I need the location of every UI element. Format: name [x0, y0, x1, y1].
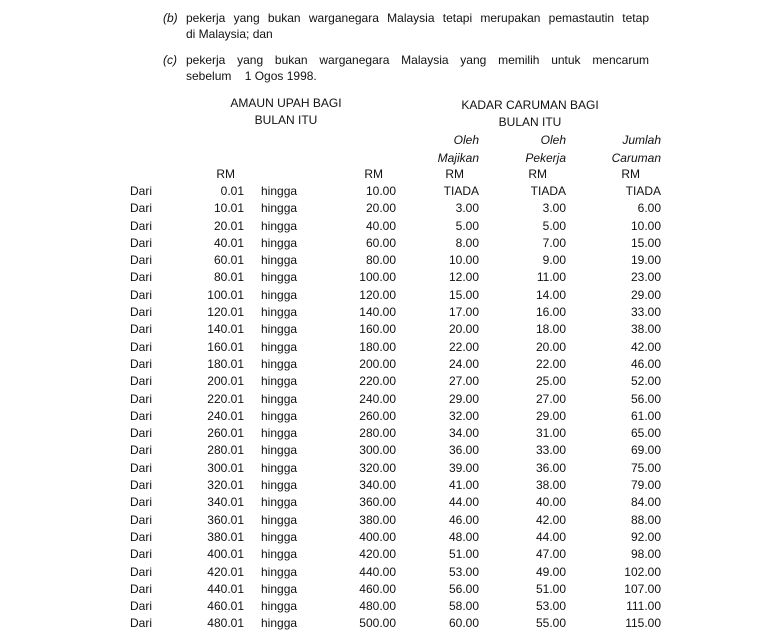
row-wage-to: 80.00	[365, 253, 396, 268]
row-employer-contribution: 41.00	[448, 478, 479, 493]
row-employee-contribution: 36.00	[535, 460, 566, 475]
row-employee-contribution: 38.00	[535, 478, 566, 493]
row-dari-label: Dari	[130, 599, 153, 614]
table-row	[130, 615, 661, 632]
row-employer-contribution: 17.00	[448, 305, 479, 320]
row-spacer	[244, 442, 261, 459]
row-hingga-label: hingga	[261, 599, 298, 614]
row-employer-contribution: 53.00	[448, 564, 479, 579]
row-wage-to: 100.00	[359, 270, 396, 285]
row-wage-to: 160.00	[359, 322, 396, 337]
paragraph-c-label: (c)	[163, 53, 177, 67]
row-wage-from: 0.01	[220, 184, 244, 198]
row-wage-to: 220.00	[359, 374, 396, 389]
row-hingga-label: hingga	[261, 512, 298, 527]
paragraph-c-line1: pekerja yang bukan warganegara Malaysia yang memilih untuk mencarum	[186, 53, 649, 67]
row-spacer	[244, 287, 261, 304]
row-employer-contribution: 24.00	[448, 356, 479, 371]
row-total-contribution: 115.00	[625, 616, 661, 631]
kadar-caruman-heading	[430, 97, 630, 131]
row-employee-contribution: 9.00	[542, 253, 566, 268]
table-row	[130, 425, 661, 442]
row-employee-contribution: 55.00	[535, 616, 566, 631]
row-total-contribution: 98.00	[630, 547, 661, 562]
row-wage-from: 80.01	[213, 270, 244, 285]
row-employee-contribution: TIADA	[530, 184, 566, 198]
row-dari-label: Dari	[130, 270, 153, 285]
currency-label-pekerja: RM	[528, 167, 547, 181]
row-total-contribution: 61.00	[630, 408, 661, 423]
majikan-heading-line2: Majikan	[437, 151, 479, 165]
row-hingga-label: hingga	[261, 478, 298, 493]
row-employer-contribution: 20.00	[448, 322, 479, 337]
pekerja-heading-line1: Oleh	[540, 133, 566, 147]
row-dari-label: Dari	[130, 391, 153, 406]
row-wage-from: 200.01	[207, 374, 244, 389]
row-spacer	[244, 218, 261, 235]
row-total-contribution: TIADA	[625, 184, 661, 198]
row-wage-to: 260.00	[359, 408, 396, 423]
table-row	[130, 339, 661, 356]
row-total-contribution: 19.00	[630, 253, 661, 268]
row-wage-to: 40.00	[365, 218, 396, 233]
row-wage-to: 460.00	[359, 581, 396, 596]
row-dari-label: Dari	[130, 443, 153, 458]
row-employer-contribution: 12.00	[448, 270, 479, 285]
row-employee-contribution: 53.00	[535, 599, 566, 614]
row-dari-label: Dari	[130, 235, 153, 250]
currency-label-jumlah: RM	[621, 167, 640, 181]
row-spacer	[244, 529, 261, 546]
row-dari-label: Dari	[130, 547, 153, 562]
row-wage-from: 180.01	[207, 356, 244, 371]
row-employer-contribution: 32.00	[448, 408, 479, 423]
row-employee-contribution: 29.00	[535, 408, 566, 423]
row-dari-label: Dari	[130, 512, 153, 527]
paragraph-b-label: (b)	[163, 11, 178, 25]
row-wage-from: 120.01	[207, 305, 244, 320]
row-employer-contribution: 5.00	[455, 218, 479, 233]
row-total-contribution: 42.00	[630, 339, 661, 354]
row-wage-from: 140.01	[207, 322, 244, 337]
pekerja-heading-line2: Pekerja	[525, 151, 566, 165]
row-employee-contribution: 14.00	[535, 287, 566, 302]
row-wage-from: 280.01	[207, 443, 244, 458]
row-spacer	[244, 494, 261, 511]
row-hingga-label: hingga	[261, 287, 298, 302]
row-spacer	[244, 460, 261, 477]
paragraph-c-line2: sebelum 1 Ogos 1998.	[186, 69, 317, 83]
table-row	[130, 373, 661, 390]
row-dari-label: Dari	[130, 356, 153, 371]
row-spacer	[244, 598, 261, 615]
row-employer-contribution: TIADA	[443, 184, 479, 198]
row-hingga-label: hingga	[261, 235, 298, 250]
row-wage-to: 10.00	[365, 184, 396, 198]
row-hingga-label: hingga	[261, 305, 298, 320]
row-dari-label: Dari	[130, 564, 153, 579]
row-spacer	[244, 356, 261, 373]
row-wage-to: 360.00	[359, 495, 396, 510]
row-wage-to: 380.00	[359, 512, 396, 527]
row-hingga-label: hingga	[261, 218, 298, 233]
row-wage-to: 180.00	[359, 339, 396, 354]
row-dari-label: Dari	[130, 374, 153, 389]
row-total-contribution: 79.00	[630, 478, 661, 493]
row-wage-to: 400.00	[359, 529, 396, 544]
amaun-heading-line1: AMAUN UPAH BAGI	[230, 96, 342, 110]
amaun-heading-line2: BULAN ITU	[254, 113, 318, 127]
row-total-contribution: 52.00	[630, 374, 661, 389]
row-spacer	[244, 304, 261, 321]
table-row	[130, 252, 661, 269]
row-employee-contribution: 44.00	[535, 529, 566, 544]
row-wage-to: 240.00	[359, 391, 396, 406]
row-employer-contribution: 44.00	[448, 495, 479, 510]
row-total-contribution: 38.00	[630, 322, 661, 337]
row-wage-from: 440.01	[207, 581, 244, 596]
row-employee-contribution: 16.00	[535, 305, 566, 320]
row-wage-to: 120.00	[359, 287, 396, 302]
row-dari-label: Dari	[130, 305, 153, 320]
row-spacer	[244, 373, 261, 390]
row-wage-from: 20.01	[213, 218, 244, 233]
row-spacer	[244, 200, 261, 217]
row-dari-label: Dari	[130, 616, 153, 631]
row-wage-to: 500.00	[359, 616, 396, 631]
row-wage-to: 440.00	[359, 564, 396, 579]
row-hingga-label: hingga	[261, 270, 298, 285]
pekerja-column-heading	[497, 131, 566, 167]
row-total-contribution: 46.00	[630, 356, 661, 371]
row-spacer	[244, 546, 261, 563]
table-row	[130, 546, 661, 563]
row-total-contribution: 102.00	[624, 564, 661, 579]
paragraph-c-text	[186, 52, 649, 84]
row-employee-contribution: 51.00	[535, 581, 566, 596]
row-employer-contribution: 3.00	[455, 201, 479, 216]
row-total-contribution: 6.00	[637, 201, 661, 216]
row-dari-label: Dari	[130, 495, 153, 510]
row-dari-label: Dari	[130, 460, 153, 475]
table-row	[130, 477, 661, 494]
row-spacer	[244, 235, 261, 252]
row-spacer	[244, 321, 261, 338]
table-row	[130, 391, 661, 408]
table-row	[130, 581, 661, 598]
row-wage-from: 480.01	[207, 616, 244, 631]
row-wage-to: 20.00	[365, 201, 396, 216]
row-employee-contribution: 7.00	[542, 235, 566, 250]
row-total-contribution: 92.00	[630, 529, 661, 544]
row-total-contribution: 10.00	[630, 218, 661, 233]
row-total-contribution: 15.00	[630, 235, 661, 250]
row-employee-contribution: 31.00	[535, 426, 566, 441]
row-wage-from: 160.01	[207, 339, 244, 354]
row-spacer	[244, 512, 261, 529]
row-employer-contribution: 34.00	[448, 426, 479, 441]
jumlah-column-heading	[592, 131, 661, 167]
row-spacer	[244, 339, 261, 356]
majikan-column-heading	[410, 131, 479, 167]
row-dari-label: Dari	[130, 184, 153, 198]
paragraph-b-line1: pekerja yang bukan warganegara Malaysia tetapi merupakan pemastautin tetap	[186, 11, 649, 25]
row-dari-label: Dari	[130, 426, 153, 441]
row-hingga-label: hingga	[261, 616, 298, 631]
row-wage-to: 200.00	[359, 356, 396, 371]
row-dari-label: Dari	[130, 478, 153, 493]
row-total-contribution: 107.00	[624, 581, 661, 596]
table-row	[130, 218, 661, 235]
table-row	[130, 200, 661, 217]
row-hingga-label: hingga	[261, 408, 298, 423]
row-hingga-label: hingga	[261, 253, 298, 268]
contribution-rate-table	[130, 183, 661, 633]
amaun-upah-heading	[186, 95, 386, 129]
row-dari-label: Dari	[130, 322, 153, 337]
table-row	[130, 287, 661, 304]
row-spacer	[244, 425, 261, 442]
row-employee-contribution: 25.00	[535, 374, 566, 389]
row-hingga-label: hingga	[261, 426, 298, 441]
row-spacer	[244, 391, 261, 408]
row-total-contribution: 29.00	[630, 287, 661, 302]
table-row	[130, 408, 661, 425]
table-row	[130, 356, 661, 373]
row-hingga-label: hingga	[261, 339, 298, 354]
row-wage-from: 300.01	[207, 460, 244, 475]
table-row	[130, 269, 661, 286]
row-total-contribution: 65.00	[630, 426, 661, 441]
kadar-heading-line2: BULAN ITU	[498, 115, 562, 129]
row-spacer	[244, 615, 261, 632]
row-wage-to: 420.00	[359, 547, 396, 562]
row-wage-to: 60.00	[365, 235, 396, 250]
table-row	[130, 564, 661, 581]
row-wage-from: 220.01	[207, 391, 244, 406]
row-hingga-label: hingga	[261, 495, 298, 510]
paragraph-b-line2: di Malaysia; dan	[186, 27, 273, 41]
row-employee-contribution: 27.00	[535, 391, 566, 406]
row-hingga-label: hingga	[261, 581, 298, 596]
row-wage-from: 340.01	[207, 495, 244, 510]
row-spacer	[244, 564, 261, 581]
row-hingga-label: hingga	[261, 547, 298, 562]
row-employer-contribution: 27.00	[448, 374, 479, 389]
row-employee-contribution: 40.00	[535, 495, 566, 510]
row-hingga-label: hingga	[261, 564, 298, 579]
row-spacer	[244, 408, 261, 425]
row-total-contribution: 23.00	[630, 270, 661, 285]
table-row	[130, 460, 661, 477]
row-spacer	[244, 183, 261, 200]
row-total-contribution: 111.00	[626, 599, 661, 614]
row-employee-contribution: 49.00	[535, 564, 566, 579]
jumlah-heading-line1: Jumlah	[622, 133, 661, 147]
row-dari-label: Dari	[130, 201, 153, 216]
row-employer-contribution: 8.00	[455, 235, 479, 250]
row-spacer	[244, 252, 261, 269]
row-wage-to: 340.00	[359, 478, 396, 493]
row-employer-contribution: 51.00	[448, 547, 479, 562]
row-employee-contribution: 42.00	[535, 512, 566, 527]
row-employer-contribution: 58.00	[448, 599, 479, 614]
row-employer-contribution: 10.00	[448, 253, 479, 268]
row-hingga-label: hingga	[261, 443, 298, 458]
row-dari-label: Dari	[130, 253, 153, 268]
table-row	[130, 598, 661, 615]
row-wage-from: 320.01	[207, 478, 244, 493]
table-row	[130, 494, 661, 511]
row-wage-to: 320.00	[359, 460, 396, 475]
row-employer-contribution: 39.00	[448, 460, 479, 475]
row-hingga-label: hingga	[261, 356, 298, 371]
row-employee-contribution: 18.00	[535, 322, 566, 337]
table-row	[130, 512, 661, 529]
row-dari-label: Dari	[130, 218, 153, 233]
majikan-heading-line1: Oleh	[453, 133, 479, 147]
paragraph-b-text	[186, 10, 649, 42]
row-total-contribution: 84.00	[630, 495, 661, 510]
row-hingga-label: hingga	[261, 184, 298, 198]
row-wage-to: 280.00	[359, 426, 396, 441]
row-employee-contribution: 5.00	[542, 218, 566, 233]
row-employer-contribution: 48.00	[448, 529, 479, 544]
row-total-contribution: 88.00	[630, 512, 661, 527]
row-hingga-label: hingga	[261, 460, 298, 475]
row-wage-from: 380.01	[207, 529, 244, 544]
row-wage-from: 100.01	[207, 287, 244, 302]
row-employer-contribution: 29.00	[448, 391, 479, 406]
row-employer-contribution: 46.00	[448, 512, 479, 527]
row-wage-from: 460.01	[207, 599, 244, 614]
row-wage-to: 480.00	[359, 599, 396, 614]
row-wage-from: 360.01	[207, 512, 244, 527]
table-row	[130, 304, 661, 321]
row-wage-to: 300.00	[359, 443, 396, 458]
row-wage-from: 400.01	[207, 547, 244, 562]
row-employee-contribution: 33.00	[535, 443, 566, 458]
row-employer-contribution: 56.00	[448, 581, 479, 596]
row-spacer	[244, 269, 261, 286]
row-hingga-label: hingga	[261, 391, 298, 406]
table-row	[130, 529, 661, 546]
row-employee-contribution: 20.00	[535, 339, 566, 354]
table-row	[130, 235, 661, 252]
row-employer-contribution: 36.00	[448, 443, 479, 458]
row-hingga-label: hingga	[261, 201, 298, 216]
row-employee-contribution: 22.00	[535, 356, 566, 371]
row-hingga-label: hingga	[261, 529, 298, 544]
table-row	[130, 183, 661, 200]
row-employee-contribution: 3.00	[542, 201, 566, 216]
row-dari-label: Dari	[130, 529, 153, 544]
row-employer-contribution: 15.00	[448, 287, 479, 302]
row-employer-contribution: 60.00	[448, 616, 479, 631]
row-total-contribution: 33.00	[630, 305, 661, 320]
jumlah-heading-line2: Caruman	[611, 151, 661, 165]
row-dari-label: Dari	[130, 339, 153, 354]
row-total-contribution: 75.00	[630, 460, 661, 475]
row-employee-contribution: 11.00	[536, 270, 566, 285]
row-spacer	[244, 477, 261, 494]
row-employer-contribution: 22.00	[448, 339, 479, 354]
row-dari-label: Dari	[130, 287, 153, 302]
row-hingga-label: hingga	[261, 322, 298, 337]
contribution-rate-table-body	[130, 183, 661, 633]
row-employee-contribution: 47.00	[535, 547, 566, 562]
row-total-contribution: 69.00	[630, 443, 661, 458]
currency-label-from: RM	[216, 167, 235, 181]
row-dari-label: Dari	[130, 408, 153, 423]
row-wage-from: 240.01	[207, 408, 244, 423]
table-row	[130, 442, 661, 459]
table-row	[130, 321, 661, 338]
row-hingga-label: hingga	[261, 374, 298, 389]
row-wage-from: 420.01	[207, 564, 244, 579]
row-wage-from: 60.01	[213, 253, 244, 268]
currency-label-to: RM	[364, 167, 383, 181]
row-total-contribution: 56.00	[630, 391, 661, 406]
kadar-heading-line1: KADAR CARUMAN BAGI	[461, 98, 599, 112]
row-spacer	[244, 581, 261, 598]
row-wage-from: 10.01	[213, 201, 244, 216]
row-wage-from: 260.01	[207, 426, 244, 441]
row-wage-to: 140.00	[359, 305, 396, 320]
currency-label-majikan: RM	[445, 167, 464, 181]
row-wage-from: 40.01	[213, 235, 244, 250]
row-dari-label: Dari	[130, 581, 153, 596]
